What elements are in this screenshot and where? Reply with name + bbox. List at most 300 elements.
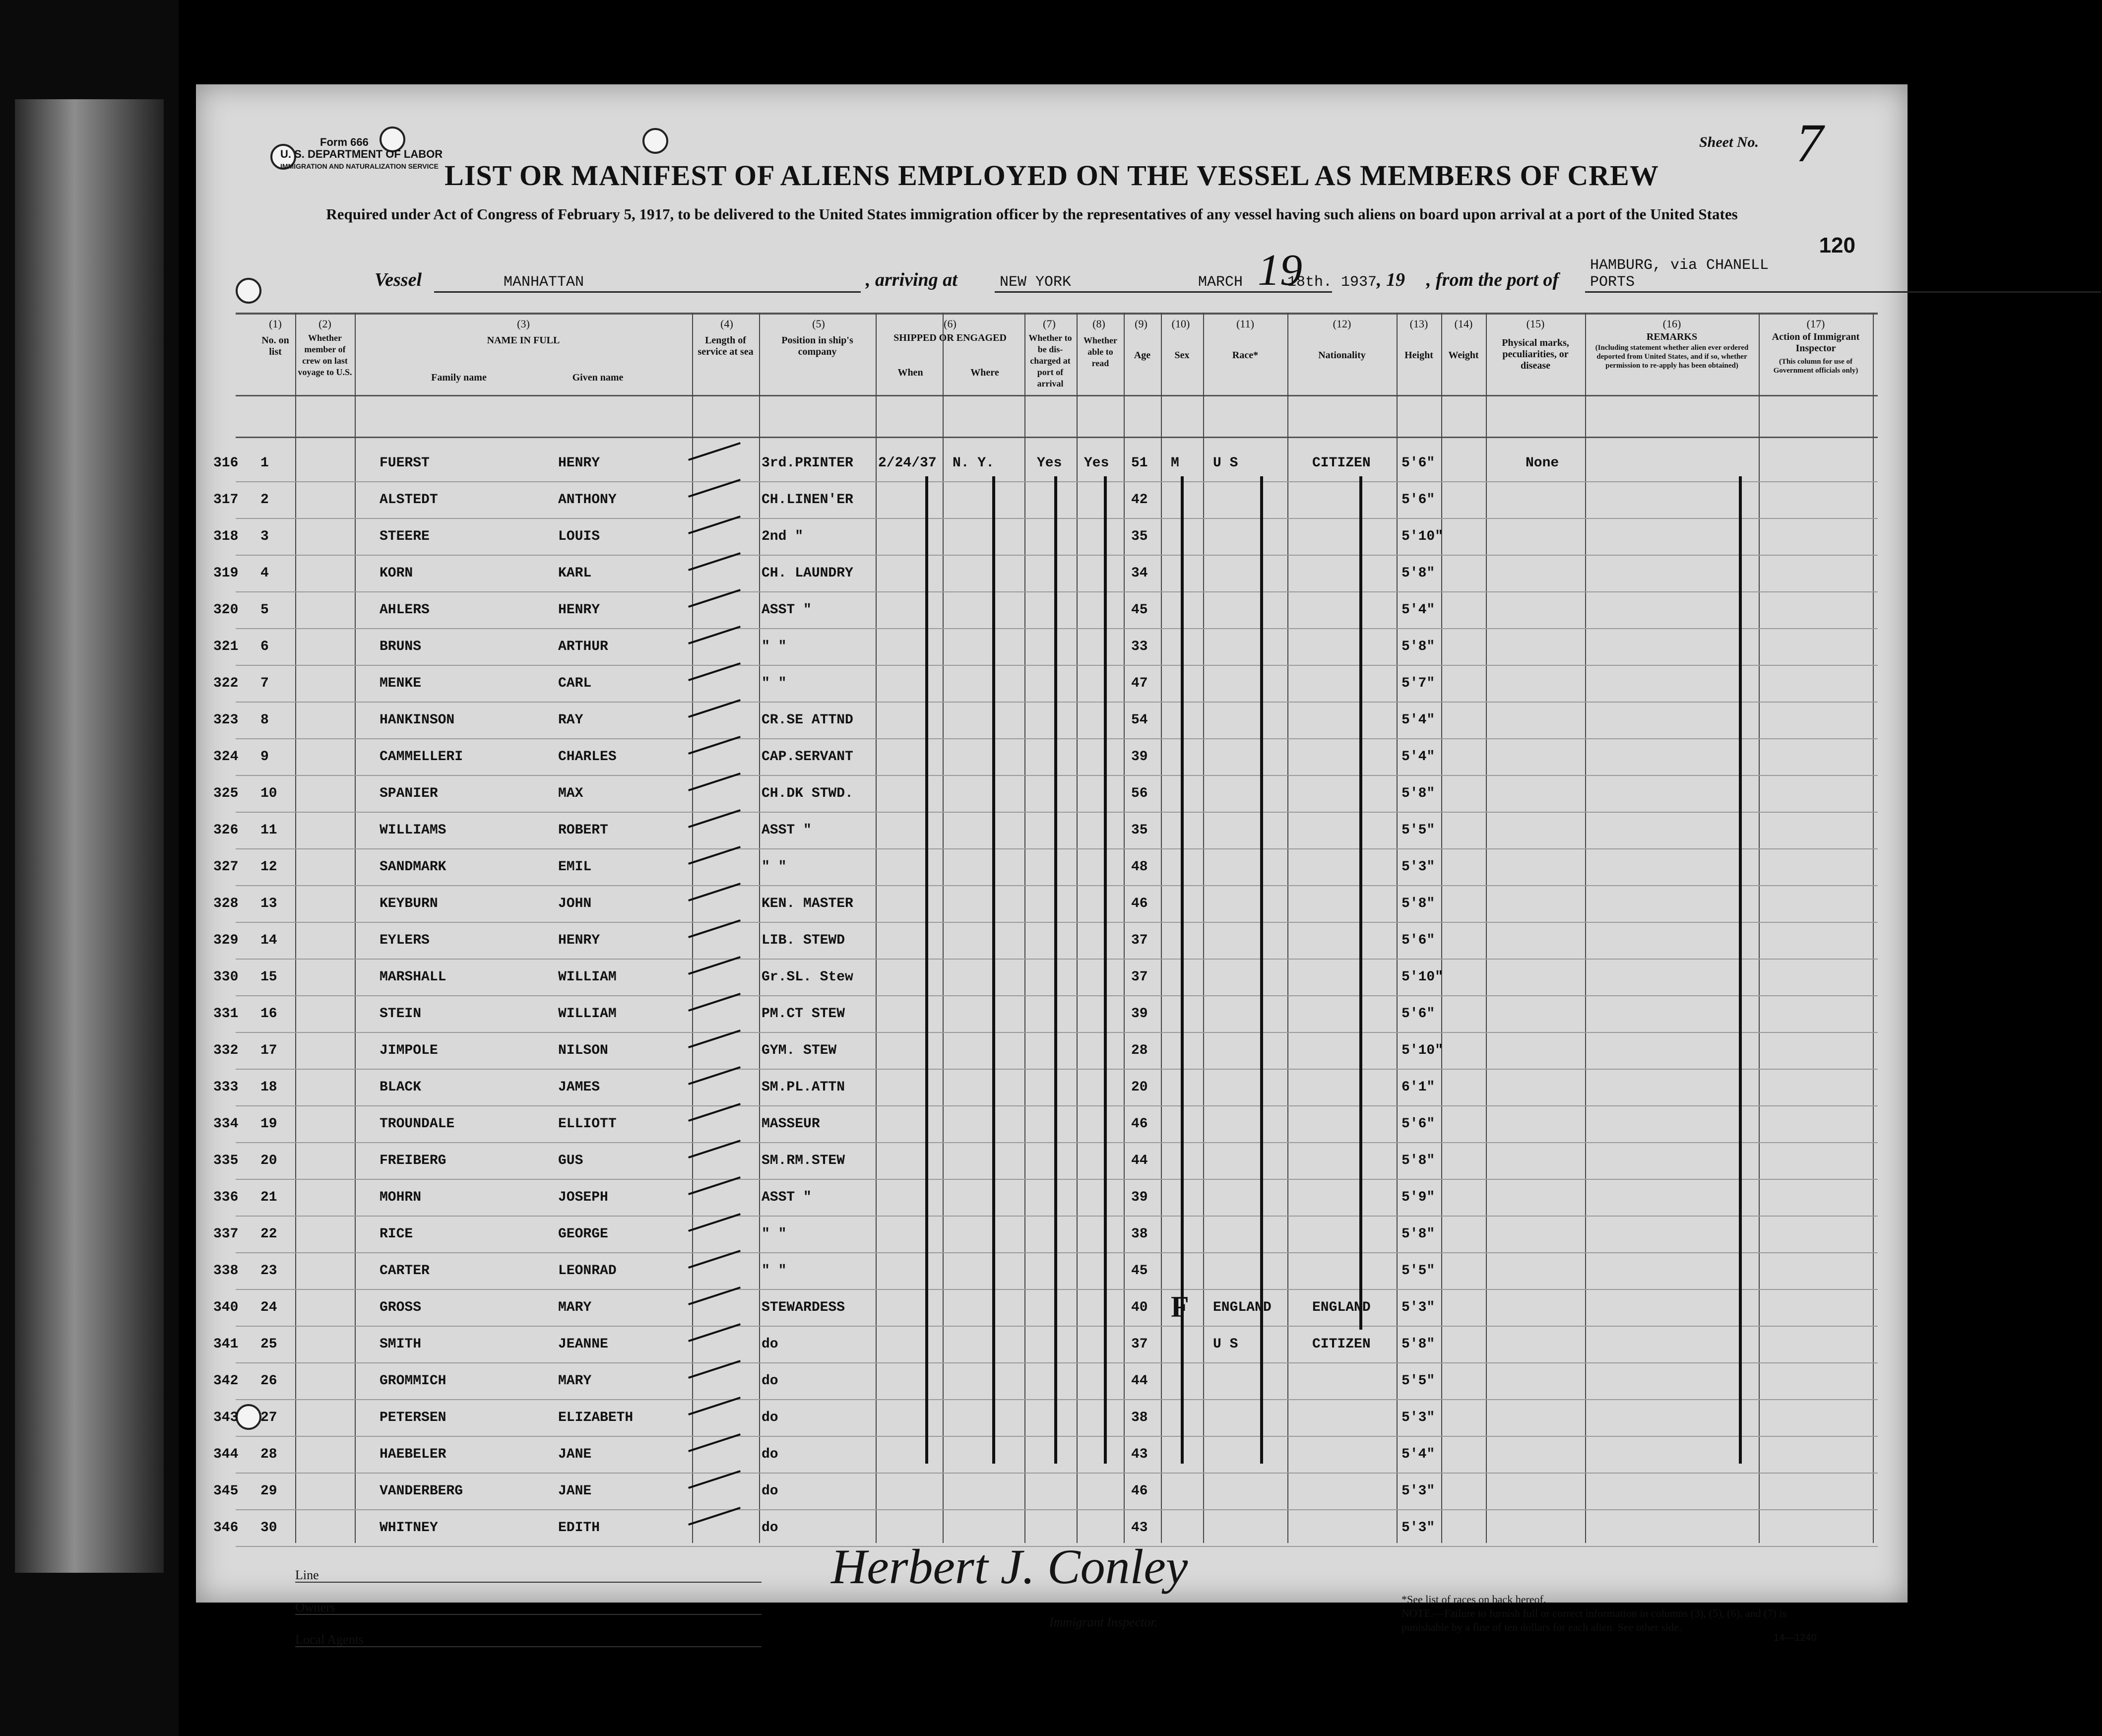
previous-page-edge — [0, 0, 179, 1736]
edge-line-number: 331 — [213, 1006, 239, 1022]
height: 5'3" — [1401, 1483, 1435, 1499]
height: 5'10" — [1401, 969, 1444, 985]
from-port: HAMBURG, via CHANELL PORTS — [1590, 257, 1769, 291]
family-name: STEERE — [380, 529, 430, 544]
given-name: MAX — [558, 786, 583, 801]
edge-line-number: 337 — [213, 1226, 239, 1242]
age: 46 — [1131, 1116, 1148, 1132]
position: do — [762, 1337, 778, 1352]
header-remarks-note: (Including statement whether alien ever ordered deported from United States, and if so, whether permission to re-apply has been obtained) — [1595, 344, 1749, 370]
row-number: 20 — [260, 1153, 277, 1168]
position: CH.LINEN'ER — [762, 492, 853, 508]
shipped-when: 2/24/37 — [878, 455, 937, 471]
age: 43 — [1131, 1447, 1148, 1462]
col-num: (10) — [1171, 318, 1190, 330]
line-field — [295, 1582, 762, 1583]
age: 54 — [1131, 712, 1148, 728]
col-num: (11) — [1236, 318, 1254, 330]
age: 39 — [1131, 1006, 1148, 1022]
row-number: 30 — [260, 1520, 277, 1536]
edge-line-number: 336 — [213, 1190, 239, 1205]
owners-field — [295, 1614, 762, 1615]
given-name: ROBERT — [558, 823, 608, 838]
position: do — [762, 1410, 778, 1425]
family-name: HAEBELER — [380, 1447, 446, 1462]
vessel-name: MANHATTAN — [504, 274, 584, 291]
row-number: 18 — [260, 1080, 277, 1095]
shipped-where: N. Y. — [953, 455, 995, 471]
header-nationality: Nationality — [1318, 350, 1366, 361]
row-number: 1 — [260, 455, 269, 471]
department: U. S. DEPARTMENT OF LABOR — [280, 148, 443, 160]
col-num: (14) — [1454, 318, 1473, 330]
agents-field — [295, 1646, 762, 1647]
age: 46 — [1131, 896, 1148, 911]
col-num: (7) — [1043, 318, 1056, 330]
height: 5'7" — [1401, 676, 1435, 691]
arrival-port: NEW YORK — [1000, 274, 1072, 291]
position: ASST " — [762, 602, 812, 618]
row-number: 12 — [260, 859, 277, 875]
line-label: Line — [295, 1568, 319, 1582]
position: GYM. STEW — [762, 1043, 837, 1058]
edge-line-number: 328 — [213, 896, 239, 911]
family-name: PETERSEN — [380, 1410, 446, 1425]
given-name: ARTHUR — [558, 639, 608, 654]
position: KEN. MASTER — [762, 896, 853, 911]
age: 47 — [1131, 676, 1148, 691]
height: 5'8" — [1401, 1337, 1435, 1352]
table-row — [196, 1364, 1908, 1401]
age: 38 — [1131, 1410, 1148, 1425]
age: 44 — [1131, 1373, 1148, 1389]
edge-line-number: 343 — [213, 1410, 239, 1425]
row-number: 10 — [260, 786, 277, 801]
given-name: LOUIS — [558, 529, 600, 544]
year-label: , 19 — [1377, 269, 1405, 290]
age: 56 — [1131, 786, 1148, 801]
height: 5'10" — [1401, 1043, 1444, 1058]
table-row — [196, 1144, 1908, 1181]
underline — [434, 291, 861, 293]
height: 5'3" — [1401, 1410, 1435, 1425]
penalty-note: NOTE.—Failure to furnish full or correct information in columns (3), (5), (6), and (7) is punishable by a fine of ten dollars for each alien. See other side. — [1401, 1607, 1786, 1633]
height: 5'8" — [1401, 639, 1435, 654]
table-row — [196, 593, 1908, 630]
age: 44 — [1131, 1153, 1148, 1168]
family-name: KORN — [380, 566, 413, 581]
stamped-number: 120 — [1819, 233, 1855, 257]
height: 5'3" — [1401, 859, 1435, 875]
header-no-on-list: No. on list — [261, 335, 289, 357]
position: do — [762, 1483, 778, 1499]
table-row — [196, 850, 1908, 887]
table-row — [196, 1438, 1908, 1475]
family-name: SANDMARK — [380, 859, 446, 875]
age: 51 — [1131, 455, 1148, 471]
position: " " — [762, 639, 787, 654]
position: STEWARDESS — [762, 1300, 845, 1315]
given-name: KARL — [558, 566, 592, 581]
height: 5'10" — [1401, 529, 1444, 544]
table-row — [196, 1107, 1908, 1144]
given-name: MARY — [558, 1373, 592, 1389]
table-row — [196, 1181, 1908, 1218]
height: 5'5" — [1401, 1373, 1435, 1389]
position: PM.CT STEW — [762, 1006, 845, 1022]
edge-line-number: 316 — [213, 455, 239, 471]
table-row — [196, 924, 1908, 961]
able-to-read: Yes — [1084, 455, 1109, 471]
row-number: 11 — [260, 823, 277, 838]
given-name: NILSON — [558, 1043, 608, 1058]
given-name: ELIZABETH — [558, 1410, 634, 1425]
header-sex: Sex — [1174, 350, 1190, 361]
row-number: 14 — [260, 933, 277, 948]
position: LIB. STEWD — [762, 933, 845, 948]
position: CR.SE ATTND — [762, 712, 853, 728]
col-num: (6) — [944, 318, 956, 330]
row-number: 9 — [260, 749, 269, 765]
punch-hole — [236, 278, 261, 304]
handwritten-day: 19 — [1258, 246, 1302, 295]
family-name: STEIN — [380, 1006, 422, 1022]
given-name: JAMES — [558, 1080, 600, 1095]
position: do — [762, 1520, 778, 1536]
header-action: Action of Immigrant Inspector — [1772, 331, 1860, 354]
position: 2nd " — [762, 529, 804, 544]
height: 5'4" — [1401, 712, 1435, 728]
given-name: CARL — [558, 676, 592, 691]
family-name: MOHRN — [380, 1190, 422, 1205]
edge-line-number: 340 — [213, 1300, 239, 1315]
position: " " — [762, 1226, 787, 1242]
family-name: JIMPOLE — [380, 1043, 438, 1058]
header-rule — [236, 395, 1878, 396]
footnotes — [1401, 1593, 1823, 1634]
form-code: 14—1240 — [1774, 1632, 1817, 1643]
row-number: 15 — [260, 969, 277, 985]
given-name: EDITH — [558, 1520, 600, 1536]
height: 5'9" — [1401, 1190, 1435, 1205]
col-num: (2) — [318, 318, 331, 330]
edge-line-number: 344 — [213, 1447, 239, 1462]
edge-line-number: 346 — [213, 1520, 239, 1536]
punch-hole — [642, 128, 668, 154]
edge-line-number: 324 — [213, 749, 239, 765]
height: 5'6" — [1401, 1116, 1435, 1132]
col-num: (16) — [1662, 318, 1681, 330]
table-row — [196, 667, 1908, 704]
family-name: KEYBURN — [380, 896, 438, 911]
inspector-signature: Herbert J. Conley — [831, 1539, 1188, 1594]
table-row — [196, 1071, 1908, 1107]
row-number: 29 — [260, 1483, 277, 1499]
row-number: 6 — [260, 639, 269, 654]
position: SM.RM.STEW — [762, 1153, 845, 1168]
edge-line-number: 323 — [213, 712, 239, 728]
row-number: 13 — [260, 896, 277, 911]
nationality: CITIZEN — [1312, 455, 1371, 471]
table-row — [196, 1475, 1908, 1511]
position: CAP.SERVANT — [762, 749, 853, 765]
position: ASST " — [762, 823, 812, 838]
height: 5'4" — [1401, 1447, 1435, 1462]
height: 5'8" — [1401, 896, 1435, 911]
given-name: EMIL — [558, 859, 592, 875]
table-row — [196, 961, 1908, 997]
table-row — [196, 1034, 1908, 1071]
height: 5'8" — [1401, 566, 1435, 581]
position: SM.PL.ATTN — [762, 1080, 845, 1095]
row-number: 26 — [260, 1373, 277, 1389]
row-number: 28 — [260, 1447, 277, 1462]
edge-line-number: 345 — [213, 1483, 239, 1499]
header-rule — [236, 437, 1878, 438]
header-race: Race* — [1232, 350, 1259, 361]
age: 20 — [1131, 1080, 1148, 1095]
owners-label: Owners — [295, 1600, 335, 1614]
race-note: *See list of races on back hereof. — [1401, 1593, 1546, 1606]
age: 45 — [1131, 1263, 1148, 1279]
position: CH.DK STWD. — [762, 786, 853, 801]
position: " " — [762, 859, 787, 875]
col-num: (12) — [1333, 318, 1351, 330]
service: IMMIGRATION AND NATURALIZATION SERVICE — [280, 162, 439, 170]
row-number: 2 — [260, 492, 269, 508]
given-name: WILLIAM — [558, 969, 617, 985]
position: ASST " — [762, 1190, 812, 1205]
race: U S — [1213, 1337, 1238, 1352]
height: 5'8" — [1401, 786, 1435, 801]
edge-line-number: 342 — [213, 1373, 239, 1389]
height: 5'8" — [1401, 1153, 1435, 1168]
vessel-label: Vessel — [375, 269, 422, 290]
row-rule — [236, 1509, 1878, 1510]
table-row — [196, 1254, 1908, 1291]
header-position: Position in ship's company — [781, 335, 853, 357]
family-name: CAMMELLERI — [380, 749, 463, 765]
age: 37 — [1131, 933, 1148, 948]
age: 37 — [1131, 1337, 1148, 1352]
header-when: When — [897, 367, 923, 378]
row-number: 3 — [260, 529, 269, 544]
header-physical: Physical marks, peculiarities, or disease — [1502, 337, 1569, 371]
sex: M — [1171, 455, 1179, 471]
age: 45 — [1131, 602, 1148, 618]
age: 39 — [1131, 1190, 1148, 1205]
table-row — [196, 630, 1908, 667]
age: 46 — [1131, 1483, 1148, 1499]
family-name: AHLERS — [380, 602, 430, 618]
nationality: ENGLAND — [1312, 1300, 1371, 1315]
agents-label: Local Agents — [295, 1632, 364, 1647]
row-number: 27 — [260, 1410, 277, 1425]
family-name: HANKINSON — [380, 712, 455, 728]
family-name: WILLIAMS — [380, 823, 446, 838]
ditto-line — [1359, 476, 1362, 1330]
edge-line-number: 325 — [213, 786, 239, 801]
table-row — [196, 704, 1908, 740]
table-top-rule — [236, 313, 1878, 315]
given-name: JANE — [558, 1447, 592, 1462]
col-num: (13) — [1409, 318, 1428, 330]
table-row — [196, 1328, 1908, 1364]
table-row — [196, 1291, 1908, 1328]
ditto-line — [925, 476, 928, 1464]
header-name-in-full: NAME IN FULL — [487, 335, 560, 346]
header-family-name: Family name — [431, 372, 487, 383]
age: 35 — [1131, 529, 1148, 544]
family-name: SMITH — [380, 1337, 422, 1352]
position: do — [762, 1447, 778, 1462]
table-row — [196, 740, 1908, 777]
position: " " — [762, 1263, 787, 1279]
given-name: RAY — [558, 712, 583, 728]
race: ENGLAND — [1213, 1300, 1272, 1315]
height: 6'1" — [1401, 1080, 1435, 1095]
given-name: ANTHONY — [558, 492, 617, 508]
physical-marks: None — [1526, 455, 1559, 471]
header-remarks: REMARKS — [1646, 331, 1698, 342]
header-member-last-voyage: Whether member of crew on last voyage to U.S. — [298, 333, 352, 377]
ditto-line — [992, 476, 995, 1464]
row-number: 4 — [260, 566, 269, 581]
edge-line-number: 338 — [213, 1263, 239, 1279]
family-name: GROMMICH — [380, 1373, 446, 1389]
row-number: 16 — [260, 1006, 277, 1022]
edge-line-number: 329 — [213, 933, 239, 948]
edge-line-number: 320 — [213, 602, 239, 618]
family-name: EYLERS — [380, 933, 430, 948]
sheet-no-label: Sheet No. — [1699, 134, 1759, 150]
header-age: Age — [1134, 350, 1151, 361]
age: 37 — [1131, 969, 1148, 985]
height: 5'3" — [1401, 1520, 1435, 1536]
height: 5'3" — [1401, 1300, 1435, 1315]
row-number: 25 — [260, 1337, 277, 1352]
family-name: WHITNEY — [380, 1520, 438, 1536]
sheet-no-value: 7 — [1796, 113, 1823, 173]
height: 5'6" — [1401, 933, 1435, 948]
age: 48 — [1131, 859, 1148, 875]
manifest-table — [196, 313, 1908, 1617]
arrival-month: MARCH — [1198, 274, 1243, 291]
given-name: HENRY — [558, 933, 600, 948]
row-number: 21 — [260, 1190, 277, 1205]
edge-line-number: 334 — [213, 1116, 239, 1132]
table-row — [196, 447, 1908, 483]
header-length-service: Length of service at sea — [698, 335, 754, 357]
underline — [1585, 291, 2101, 293]
edge-line-number: 330 — [213, 969, 239, 985]
given-name: HENRY — [558, 602, 600, 618]
row-number: 23 — [260, 1263, 277, 1279]
given-name: LEONRAD — [558, 1263, 617, 1279]
height: 5'4" — [1401, 749, 1435, 765]
table-row — [196, 1218, 1908, 1254]
nationality: CITIZEN — [1312, 1337, 1371, 1352]
edge-line-number: 321 — [213, 639, 239, 654]
header-where: Where — [970, 367, 999, 378]
height: 5'6" — [1401, 492, 1435, 508]
height: 5'4" — [1401, 602, 1435, 618]
height: 5'5" — [1401, 823, 1435, 838]
ditto-line — [1181, 476, 1184, 1464]
header-action-note: (This column for use of Government officials only) — [1773, 358, 1858, 375]
given-name: JEANNE — [558, 1337, 608, 1352]
edge-line-number: 327 — [213, 859, 239, 875]
ditto-line — [1054, 476, 1057, 1464]
row-number: 7 — [260, 676, 269, 691]
edge-line-number: 333 — [213, 1080, 239, 1095]
row-number: 24 — [260, 1300, 277, 1315]
given-name: CHARLES — [558, 749, 617, 765]
height: 5'5" — [1401, 1263, 1435, 1279]
edge-line-number: 319 — [213, 566, 239, 581]
position: " " — [762, 676, 787, 691]
given-name: HENRY — [558, 455, 600, 471]
age: 39 — [1131, 749, 1148, 765]
page-title: LIST OR MANIFEST OF ALIENS EMPLOYED ON THE VESSEL AS MEMBERS OF CREW — [445, 159, 1659, 192]
col-num: (9) — [1135, 318, 1147, 330]
ditto-line — [1739, 476, 1742, 1464]
position: MASSEUR — [762, 1116, 820, 1132]
col-num: (3) — [517, 318, 530, 330]
table-row — [196, 777, 1908, 814]
header-weight: Weight — [1448, 350, 1479, 361]
family-name: MARSHALL — [380, 969, 446, 985]
row-number: 17 — [260, 1043, 277, 1058]
family-name: ALSTEDT — [380, 492, 438, 508]
family-name: FUERST — [380, 455, 430, 471]
row-rule — [236, 1473, 1878, 1474]
edge-line-number: 322 — [213, 676, 239, 691]
age: 43 — [1131, 1520, 1148, 1536]
edge-line-number: 326 — [213, 823, 239, 838]
form-id: Form 666 — [320, 136, 369, 148]
family-name: VANDERBERG — [380, 1483, 463, 1499]
table-row — [196, 520, 1908, 557]
table-row — [196, 557, 1908, 593]
row-number: 8 — [260, 712, 269, 728]
col-num: (4) — [720, 318, 733, 330]
position: CH. LAUNDRY — [762, 566, 853, 581]
height: 5'6" — [1401, 455, 1435, 471]
header-shipped-engaged: SHIPPED OR ENGAGED — [893, 332, 1007, 343]
family-name: RICE — [380, 1226, 413, 1242]
family-name: BLACK — [380, 1080, 422, 1095]
family-name: FREIBERG — [380, 1153, 446, 1168]
ditto-line — [1260, 476, 1263, 1464]
family-name: CARTER — [380, 1263, 430, 1279]
arrival-date: 18th. 1937 — [1287, 274, 1377, 291]
col-num: (8) — [1092, 318, 1105, 330]
position: 3rd.PRINTER — [762, 455, 853, 471]
table-row — [196, 814, 1908, 850]
position: Gr.SL. Stew — [762, 969, 853, 985]
header-able-read: Whether able to read — [1083, 335, 1117, 368]
edge-line-number: 335 — [213, 1153, 239, 1168]
page-subtitle: Required under Act of Congress of February 5, 1917, to be delivered to the United States immigration officer by the representatives of any vessel having such aliens on board upon arrival at a port of the United States — [326, 205, 1738, 223]
family-name: BRUNS — [380, 639, 422, 654]
row-number: 5 — [260, 602, 269, 618]
given-name: GEORGE — [558, 1226, 608, 1242]
given-name: JOSEPH — [558, 1190, 608, 1205]
ditto-line — [1104, 476, 1107, 1464]
age: 40 — [1131, 1300, 1148, 1315]
row-number: 22 — [260, 1226, 277, 1242]
